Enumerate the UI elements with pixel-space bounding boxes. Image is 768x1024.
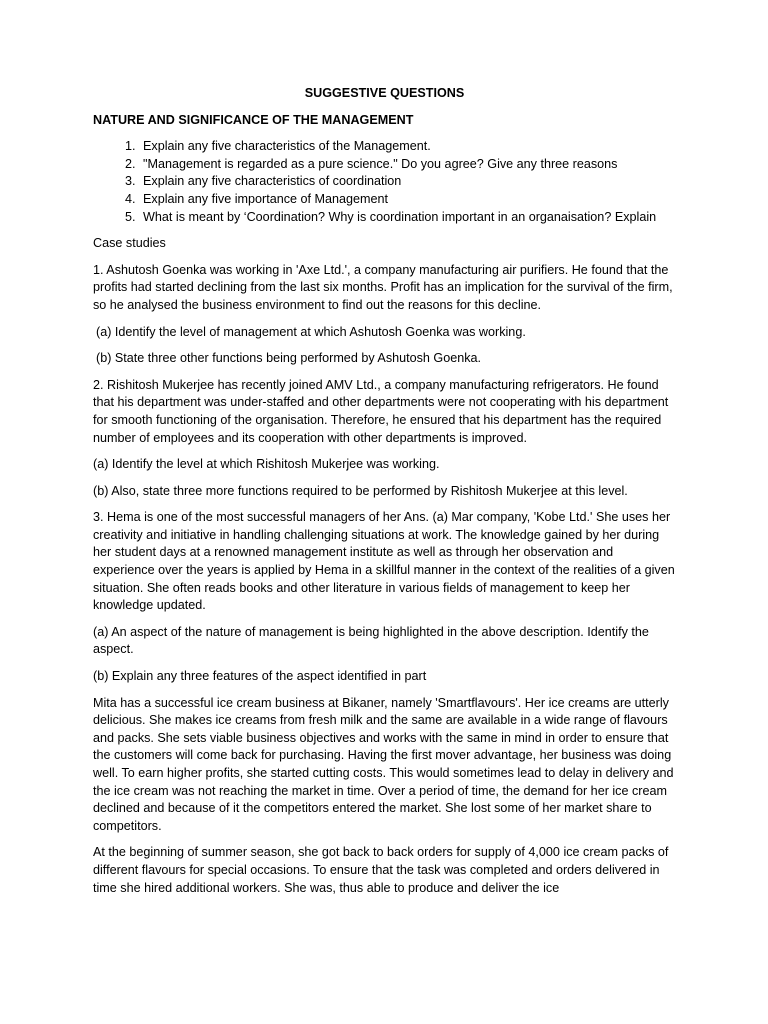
case-study-2-question-a: (a) Identify the level at which Rishitosh Mukerjee was working.	[93, 457, 440, 472]
case-study-2-text: 2. Rishitosh Mukerjee has recently joined AMV Ltd., a company manufacturing refrigerators. He found that his department was under-staffed and other departments were not cooperating with his department for smooth functioning of the organisation. Therefore, he ensured that his department has the required number of employees and its cooperation with other departments is improved.	[93, 377, 669, 445]
list-item: 3. Explain any five characteristics of coordination	[139, 173, 676, 191]
page-title: SUGGESTIVE QUESTIONS	[304, 86, 465, 100]
list-item: 2. "Management is regarded as a pure science." Do you agree? Give any three reasons	[139, 156, 676, 174]
case-study-1-question-b: (b) State three other functions being performed by Ashutosh Goenka.	[96, 351, 482, 366]
case-studies-label: Case studies	[93, 236, 166, 251]
list-item: 1. Explain any five characteristics of the Management.	[139, 138, 676, 156]
case-study-3-question-b: (b) Explain any three features of the aspect identified in part	[93, 669, 427, 684]
questions-list	[93, 138, 676, 226]
section-heading: NATURE AND SIGNIFICANCE OF THE MANAGEMENT	[93, 112, 414, 127]
case-study-4-text: Mita has a successful ice cream business at Bikaner, namely 'Smartflavours'. Her ice creams are utterly delicious. She makes ice creams from fresh milk and the same are available in a wide range of flavours and packs. She sets viable business objectives and works with the same in mind in order to ensure that the customers will come back for purchasing. Having the first mover advantage, her business was doing well. To earn higher profits, she started cutting costs. This would sometimes lead to delay in delivery and the ice cream was not reaching the market in time. Over a period of time, the demand for her ice cream declined and because of it the competitors entered the market. She lost some of her market share to competitors.	[93, 695, 674, 833]
list-item: 4. Explain any five importance of Management	[139, 191, 676, 209]
list-item: 5. What is meant by ‘Coordination? Why is coordination important in an organaisation? Explain	[139, 209, 676, 227]
case-study-1-text: 1. Ashutosh Goenka was working in 'Axe Ltd.', a company manufacturing air purifiers. He found that the profits had started declining from the last six months. Profit has an implication for the survival of the firm, so he analysed the business environment to find out the reasons for this decline.	[93, 262, 673, 312]
case-study-3-question-a: (a) An aspect of the nature of management is being highlighted in the above description. Identify the aspect.	[93, 624, 649, 657]
case-study-1-question-a: (a) Identify the level of management at which Ashutosh Goenka was working.	[96, 324, 526, 339]
case-study-2-question-b: (b) Also, state three more functions required to be performed by Rishitosh Mukerjee at this level.	[93, 483, 628, 498]
case-study-4-text-continued: At the beginning of summer season, she got back to back orders for supply of 4,000 ice cream packs of different flavours for special occasions. To ensure that the task was completed and orders delivered in time she hired additional workers. She was, thus able to produce and deliver the ice	[93, 845, 669, 895]
case-study-3-text: 3. Hema is one of the most successful managers of her Ans. (a) Mar company, 'Kobe Ltd.' She uses her creativity and initiative in handling challenging situations at work. The knowledge gained by her during her student days at a renowned management institute as well as through her observation and experience over the years is applied by Hema in a skillful manner in the context of the realities of a given situation. She often reads books and other literature in various fields of management to keep her knowledge updated.	[93, 510, 675, 613]
